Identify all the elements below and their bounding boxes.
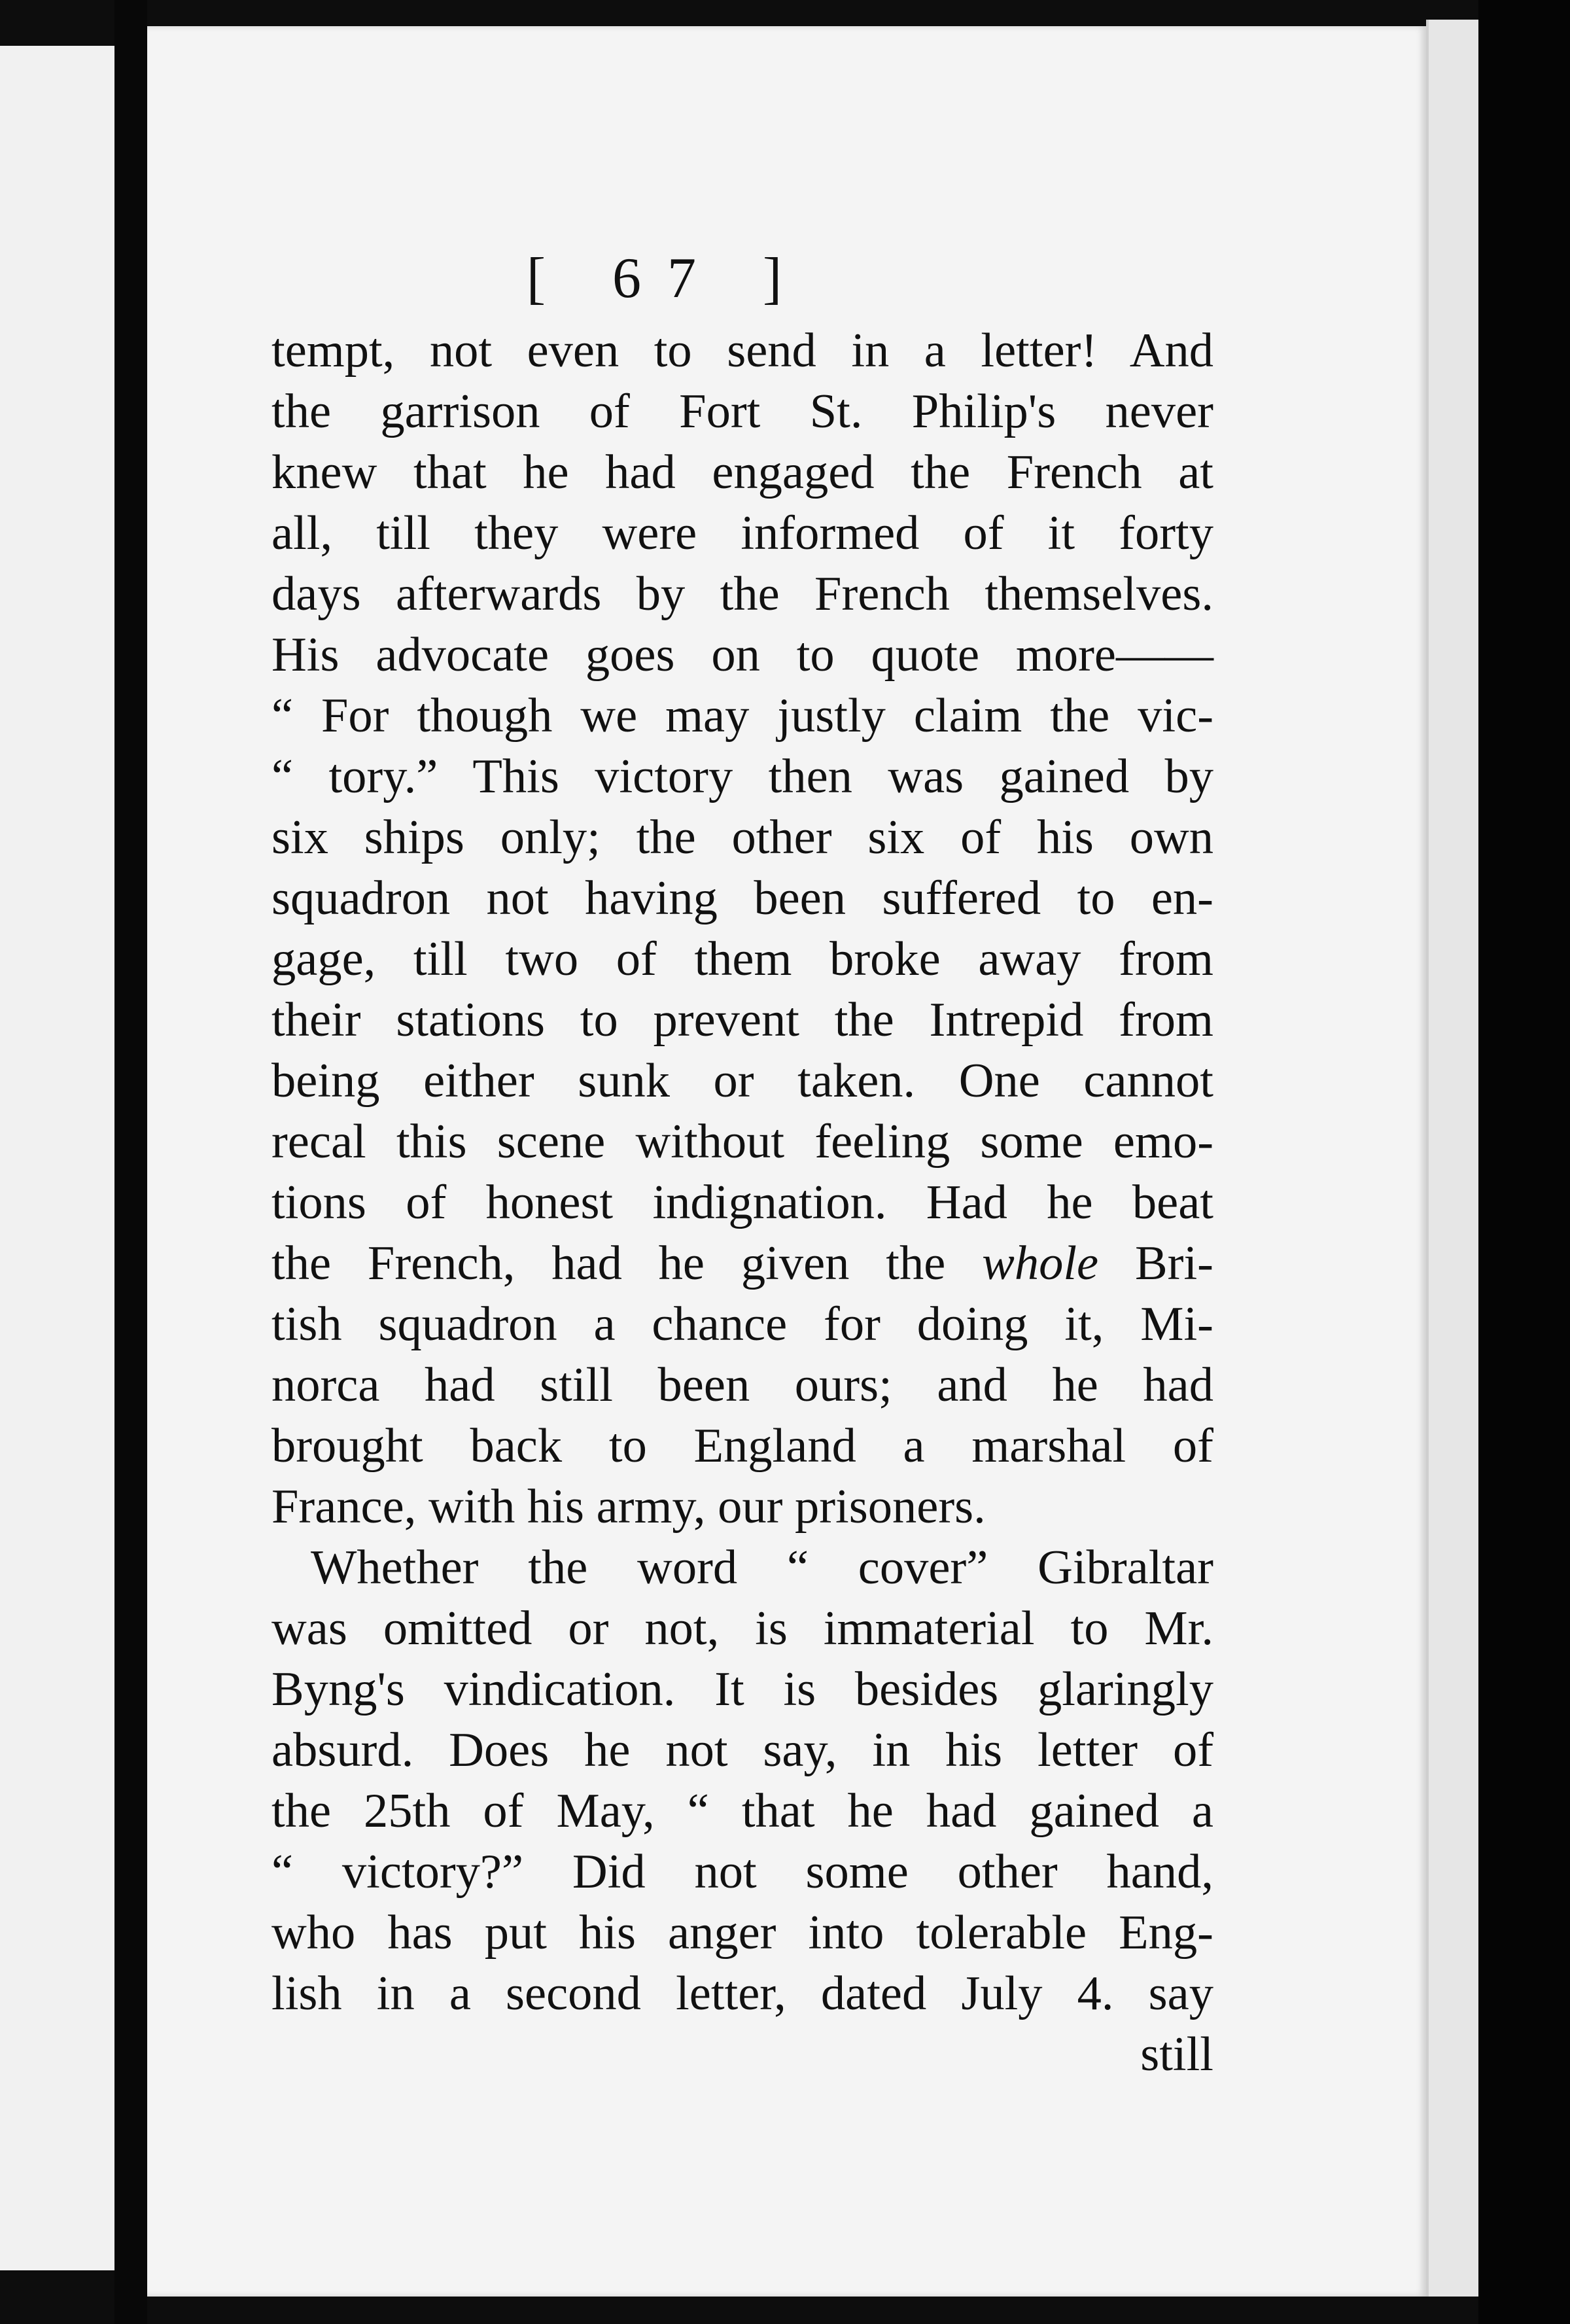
text-line: was omitted or not, is immaterial to Mr. bbox=[271, 1602, 1213, 1655]
text-fragment: Bri- bbox=[1098, 1237, 1213, 1290]
text-line: the 25th of May, “ that he had gained a bbox=[271, 1784, 1213, 1838]
book-gutter bbox=[114, 0, 147, 2324]
text-line: brought back to England a marshal of bbox=[271, 1419, 1213, 1473]
text-line: days afterwards by the French themselves. bbox=[271, 567, 1213, 621]
catchword: still bbox=[1140, 2028, 1213, 2081]
text-line: the garrison of Fort St. Philip's never bbox=[271, 385, 1213, 438]
text-line: France, with his army, our prisoners. bbox=[271, 1480, 986, 1534]
text-line: tempt, not even to send in a letter! And bbox=[271, 324, 1213, 378]
text-line: squadron not having been suffered to en- bbox=[271, 872, 1213, 925]
text-fragment: the French, had he given the bbox=[271, 1237, 983, 1290]
italic-word: whole bbox=[982, 1237, 1099, 1290]
text-line: knew that he had engaged the French at bbox=[271, 446, 1213, 499]
text-line: tions of honest indignation. Had he beat bbox=[271, 1176, 1213, 1229]
text-line: “ For though we may justly claim the vic- bbox=[271, 689, 1213, 743]
text-line: “ victory?” Did not some other hand, bbox=[271, 1845, 1213, 1899]
body-text bbox=[271, 321, 1213, 2085]
text-line bbox=[271, 1233, 1213, 1294]
page-fore-edge bbox=[1426, 20, 1481, 2297]
text-line: Byng's vindication. It is besides glaringly bbox=[271, 1663, 1213, 1716]
text-line: lish in a second letter, dated July 4. say bbox=[271, 1967, 1213, 2020]
text-line: being either sunk or taken. One cannot bbox=[271, 1054, 1213, 1108]
text-line: “ tory.” This victory then was gained by bbox=[271, 750, 1213, 803]
text-line: tish squadron a chance for doing it, Mi- bbox=[271, 1297, 1213, 1351]
page-number-header: [ 67 ] bbox=[526, 247, 809, 310]
text-line: their stations to prevent the Intrepid from bbox=[271, 993, 1213, 1047]
text-line: six ships only; the other six of his own bbox=[271, 811, 1213, 864]
text-line: who has put his anger into tolerable Eng- bbox=[271, 1906, 1213, 1960]
scan-background bbox=[1478, 0, 1570, 2324]
text-line: recal this scene without feeling some emo- bbox=[271, 1115, 1213, 1169]
text-line: norca had still been ours; and he had bbox=[271, 1358, 1213, 1412]
text-line: all, till they were informed of it forty bbox=[271, 506, 1213, 560]
paragraph-start-line: Whether the word “ cover” Gibraltar bbox=[311, 1541, 1213, 1594]
text-line: His advocate goes on to quote more—— bbox=[271, 628, 1213, 682]
facing-page-edge bbox=[0, 46, 114, 2270]
text-line: gage, till two of them broke away from bbox=[271, 932, 1213, 986]
text-line: absurd. Does he not say, in his letter of bbox=[271, 1723, 1213, 1777]
